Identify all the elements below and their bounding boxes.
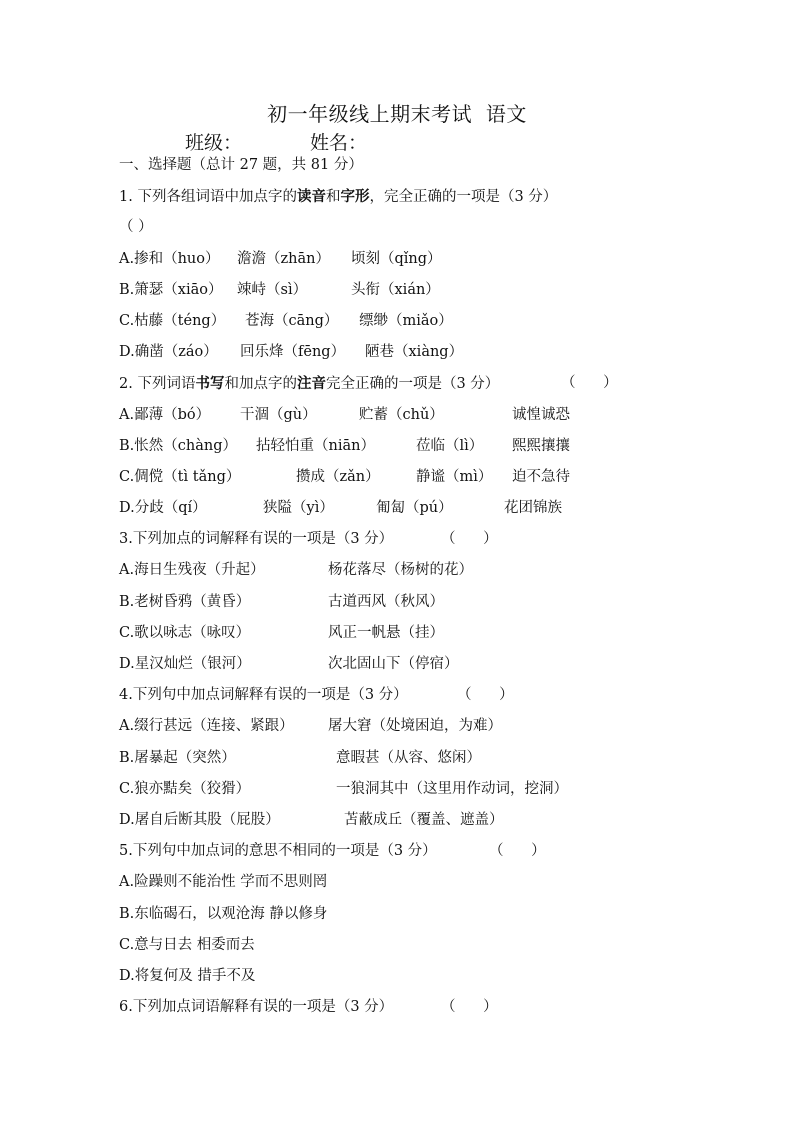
option-text: B.箫瑟（xiāo） (119, 281, 223, 298)
option-text: C.狼亦黠矣（狡猾） (119, 780, 251, 797)
q1-option-a[interactable] (119, 244, 779, 275)
answer-blank[interactable]: （ ） (441, 999, 498, 1016)
option-text: 迫不急待 (512, 468, 570, 485)
q2-option-a[interactable] (119, 400, 779, 431)
q4-option-d[interactable] (119, 805, 779, 836)
question-4-stem (119, 680, 779, 711)
q3-stem-text: 3.下列加点的词解释有误的一项是（3 分） (119, 531, 394, 548)
q1-option-b[interactable] (119, 275, 779, 306)
option-text: B.屠暴起（突然） (119, 749, 236, 766)
option-text: 顷刻（qǐng） (351, 250, 442, 267)
option-text: 干涸（gù） (240, 406, 317, 423)
option-text: C.枯藤（téng） (119, 312, 226, 329)
option-text: 意暇甚（从容、悠闲） (336, 749, 481, 766)
class-label: 班级： (185, 132, 243, 154)
q5-option-d[interactable]: D.将复何及 措手不及 (119, 967, 256, 984)
q6-stem-text: 6.下列加点词语解释有误的一项是（3 分） (119, 999, 394, 1016)
name-label: 姓名： (310, 132, 368, 154)
q2-stem-mid: 和加点字的 (224, 376, 297, 393)
option-text: 莅临（lì） (416, 437, 484, 454)
option-text: 苫蔽成丘（覆盖、遮盖） (344, 811, 504, 828)
option-text: A.海日生残夜（升起） (119, 562, 265, 579)
option-text: 苍海（cāng） (245, 312, 339, 329)
option-text: D.确凿（záo） (119, 344, 218, 361)
option-text: 拈轻怕重（niān） (256, 437, 375, 454)
q1-stem-post: ，完全正确的一项是（3 分） (369, 189, 558, 206)
q2-stem-pre: 2. 下列词语 (119, 376, 196, 393)
q1-stem-bold-zixing: 字形 (340, 188, 370, 206)
question-1-stem (119, 181, 779, 212)
question-5-stem (119, 836, 779, 867)
answer-blank[interactable]: （ ） (489, 843, 546, 860)
option-text: B.怅然（chàng） (119, 437, 237, 454)
option-text: 古道西风（秋风） (328, 593, 444, 610)
option-text: 攒成（zǎn） (296, 468, 380, 485)
option-text: 头衔（xián） (351, 281, 440, 298)
q1-stem-pre: 1. 下列各组词语中加点字的 (119, 189, 297, 206)
question-3-stem (119, 524, 779, 555)
q4-option-c[interactable] (119, 774, 779, 805)
option-text: 狭隘（yì） (263, 500, 334, 517)
q3-option-a[interactable] (119, 555, 779, 586)
option-text: 屠大窘（处境困迫，为难） (328, 718, 502, 735)
option-text: 缥缈（miǎo） (359, 312, 453, 329)
section-heading: 一、选择题（总计 27 题，共 81 分） (119, 157, 363, 173)
exam-title: 初一年级线上期末考试 语文 (267, 102, 527, 126)
q4-option-a[interactable] (119, 711, 779, 742)
q5-option-b[interactable]: B.东临碣石，以观沧海 静以修身 (119, 905, 328, 922)
option-text: 一狼洞其中（这里用作动词，挖洞） (336, 780, 568, 797)
question-1-blank[interactable] (119, 212, 779, 243)
question-2-stem (119, 368, 779, 399)
answer-blank[interactable]: （ ） (441, 531, 498, 548)
option-text: 静谧（mì） (416, 468, 493, 485)
answer-blank[interactable]: （ ） (457, 687, 514, 704)
q5-option-c[interactable]: C.意与日去 相委而去 (119, 936, 255, 953)
option-text: 竦峙（sì） (237, 281, 308, 298)
option-text: 诚惶诚恐 (512, 406, 570, 423)
q2-option-b[interactable] (119, 431, 779, 462)
q2-stem-bold-shuxie: 书写 (195, 375, 225, 393)
q2-option-d[interactable] (119, 493, 779, 524)
option-text: D.星汉灿烂（银河） (119, 656, 251, 672)
answer-blank[interactable]: （ ） (561, 375, 618, 392)
option-text: D.分歧（qí） (119, 500, 207, 517)
option-text: 杨花落尽（杨树的花） (328, 562, 473, 579)
q5-stem-text: 5.下列句中加点词的意思不相同的一项是（3 分） (119, 843, 437, 860)
q1-stem-bold-duyin: 读音 (296, 188, 326, 206)
q3-option-d[interactable] (119, 649, 779, 680)
option-text: A.掺和（huo） (119, 250, 220, 267)
option-text: 次北固山下（停宿） (328, 656, 459, 672)
option-text: A.鄙薄（bó） (119, 406, 211, 423)
option-text: 贮蓄（chǔ） (359, 406, 444, 423)
option-text: 回乐烽（fēng） (240, 344, 346, 361)
question-6-stem (119, 992, 779, 1023)
question-lines (119, 150, 779, 1023)
q1-option-d[interactable] (119, 337, 779, 368)
q3-option-c[interactable] (119, 618, 779, 649)
q4-option-b[interactable] (119, 743, 779, 774)
option-text: 澹澹（zhān） (237, 250, 330, 267)
option-text: 匍匐（pú） (376, 500, 453, 517)
option-text: C.倜傥（tì tǎng） (119, 468, 241, 485)
q1-option-c[interactable] (119, 306, 779, 337)
q3-option-b[interactable] (119, 587, 779, 618)
option-text: C.歌以咏志（咏叹） (119, 624, 251, 641)
option-text: A.缀行甚远（连接、紧跟） (119, 718, 294, 735)
q2-option-c[interactable] (119, 462, 779, 493)
q2-stem-bold-zhuyin: 注音 (296, 375, 326, 393)
answer-blank[interactable]: （ ） (119, 219, 153, 236)
q5-option-a[interactable]: A.险躁则不能治性 学而不思则罔 (119, 874, 328, 891)
option-text: 花团锦族 (504, 500, 562, 517)
option-text: 陋巷（xiàng） (365, 344, 464, 361)
q1-stem-mid: 和 (325, 189, 341, 206)
q2-stem-post: 完全正确的一项是（3 分） (325, 376, 500, 393)
q4-stem-text: 4.下列句中加点词解释有误的一项是（3 分） (119, 687, 408, 704)
option-text: B.老树昏鸦（黄昏） (119, 593, 251, 610)
option-text: 风正一帆悬（挂） (328, 624, 444, 641)
option-text: 熙熙攘攘 (512, 437, 570, 454)
option-text: D.屠自后断其股（屁股） (119, 811, 280, 828)
